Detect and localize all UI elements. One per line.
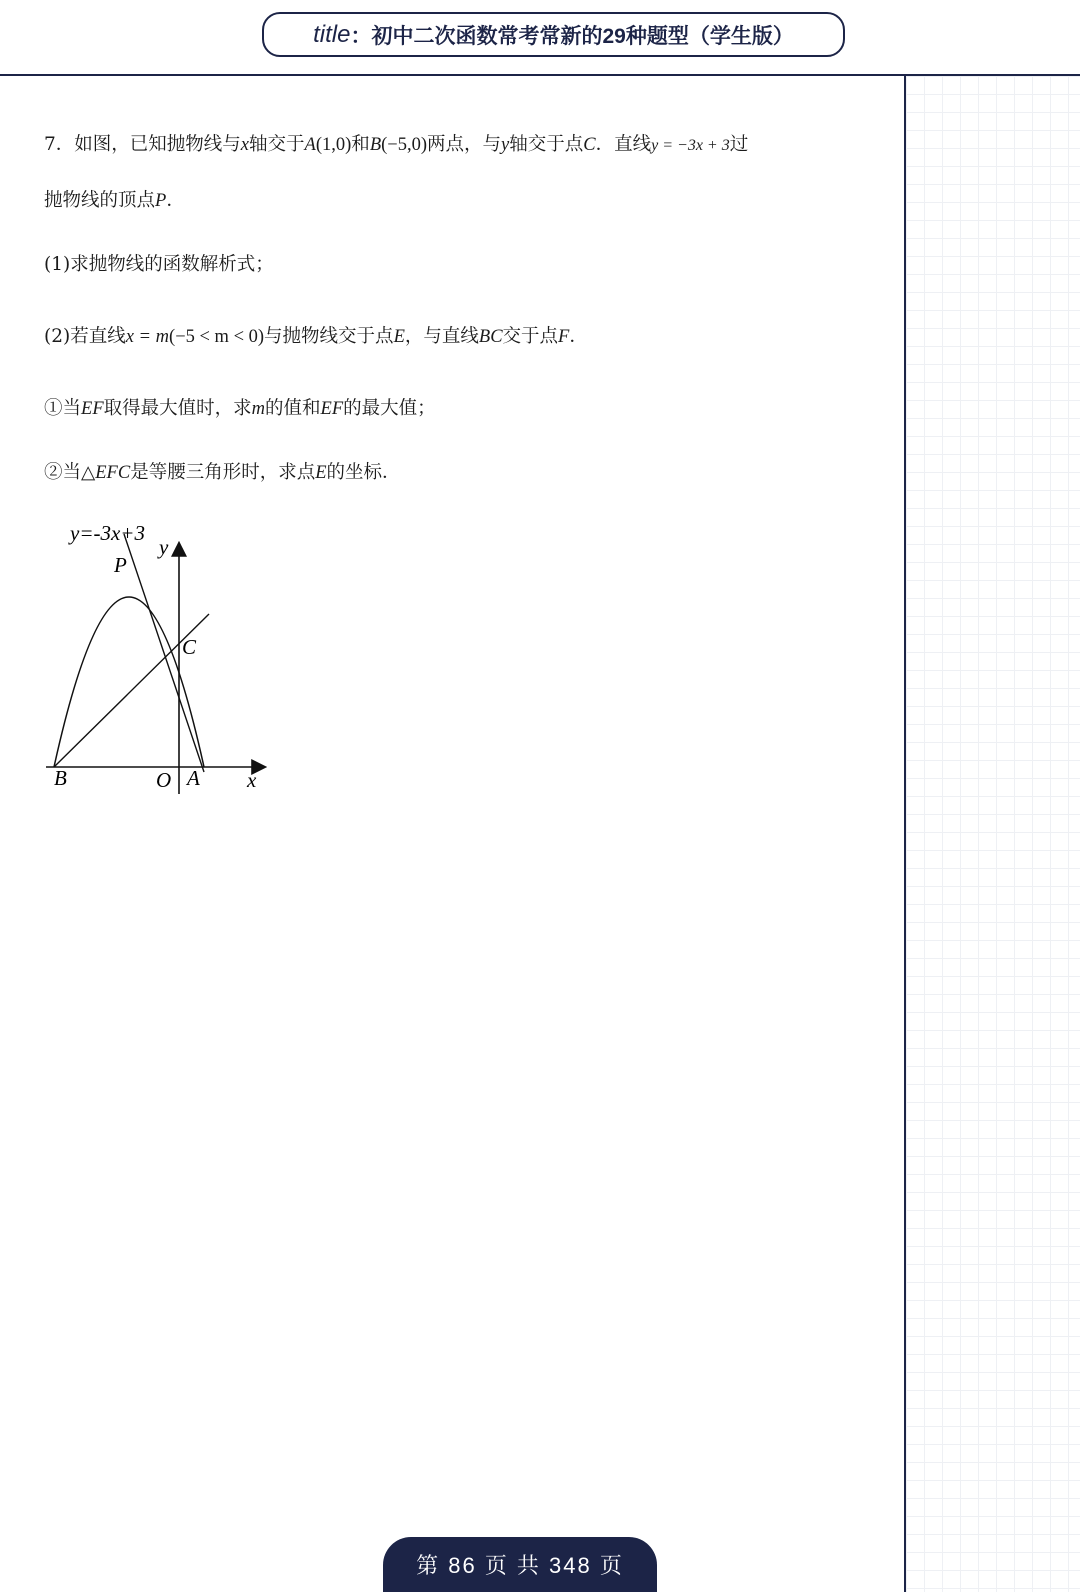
math-A-coord: (1,0) <box>315 135 352 155</box>
math-x: x <box>240 135 250 155</box>
figure-y-label: y <box>159 535 169 559</box>
problem-line-1 <box>44 130 748 156</box>
figure-line-label: y=-3x+3 <box>70 522 145 545</box>
math-EF: EF <box>81 399 104 419</box>
part-2 <box>44 322 588 348</box>
math-line-equation: y = −3x + 3 <box>651 137 730 154</box>
text-segment: 取得最大值时，求 <box>103 398 252 419</box>
math-C: C <box>583 135 596 155</box>
title-text: 初中二次函数常考常新的29种题型（学生版） <box>371 24 794 48</box>
text-segment: 交于点 <box>502 326 559 347</box>
math-m: m <box>251 399 266 419</box>
text-segment: 和 <box>351 134 370 155</box>
math-m-range: (−5 < m < 0) <box>169 327 265 347</box>
text-segment: 是等腰三角形时，求点 <box>130 462 316 483</box>
point-C-label: C <box>182 635 197 659</box>
math-triangle-EFC: △EFC <box>81 463 131 483</box>
text-segment: 抛物线的顶点 <box>44 190 156 211</box>
math-P: P <box>155 191 167 211</box>
text-segment: 轴交于点 <box>509 134 584 155</box>
math-E: E <box>315 463 327 483</box>
text-segment: 的最大值； <box>343 398 436 419</box>
page-number-badge <box>383 1537 657 1592</box>
point-B-label: B <box>54 766 67 790</box>
point-A-label: A <box>187 766 200 790</box>
text-segment: ． <box>166 190 185 211</box>
title-prefix: title <box>313 20 351 48</box>
text-segment: 两点，与 <box>427 134 502 155</box>
text-segment: ．直线 <box>595 134 652 155</box>
text-segment: (2)若直线 <box>44 326 126 347</box>
text-segment: ①当 <box>44 398 82 419</box>
math-F: F <box>558 327 570 347</box>
document-title <box>262 12 845 57</box>
text-segment: 过 <box>729 134 749 155</box>
text-segment: 如图，已知抛物线与 <box>74 134 241 155</box>
problem-line-2 <box>44 186 185 212</box>
text-segment: ，与直线 <box>404 326 479 347</box>
text-segment: ． <box>569 326 588 347</box>
text-segment: 轴交于 <box>249 134 305 155</box>
text-segment: 的坐标． <box>326 462 401 483</box>
sub-question-2 <box>44 458 401 484</box>
math-BC: BC <box>478 327 503 347</box>
problem-number: 7． <box>44 134 75 155</box>
origin-O-label: O <box>156 768 172 792</box>
text-segment: 的值和 <box>265 398 321 419</box>
math-B: B <box>369 135 382 155</box>
math-EF: EF <box>320 399 344 419</box>
math-A: A <box>304 135 316 155</box>
math-x-eq-m: x = m <box>125 327 170 347</box>
part-1: (1)求抛物线的函数解析式； <box>44 254 274 275</box>
math-B-coord: (−5,0) <box>381 135 428 155</box>
text-segment: 与抛物线交于点 <box>264 326 394 347</box>
text-segment: ②当 <box>44 462 82 483</box>
parabola-figure <box>44 522 284 812</box>
title-separator: ： <box>350 24 372 48</box>
figure-x-label: x <box>247 768 257 792</box>
point-P-label: P <box>114 553 127 577</box>
sub-question-1 <box>44 394 436 420</box>
parabola-curve <box>54 597 204 767</box>
margin-grid <box>906 76 1080 1592</box>
page-number-text: 第 86 页 共 348 页 <box>416 1553 624 1578</box>
math-E: E <box>393 327 405 347</box>
math-y: y <box>501 135 510 155</box>
